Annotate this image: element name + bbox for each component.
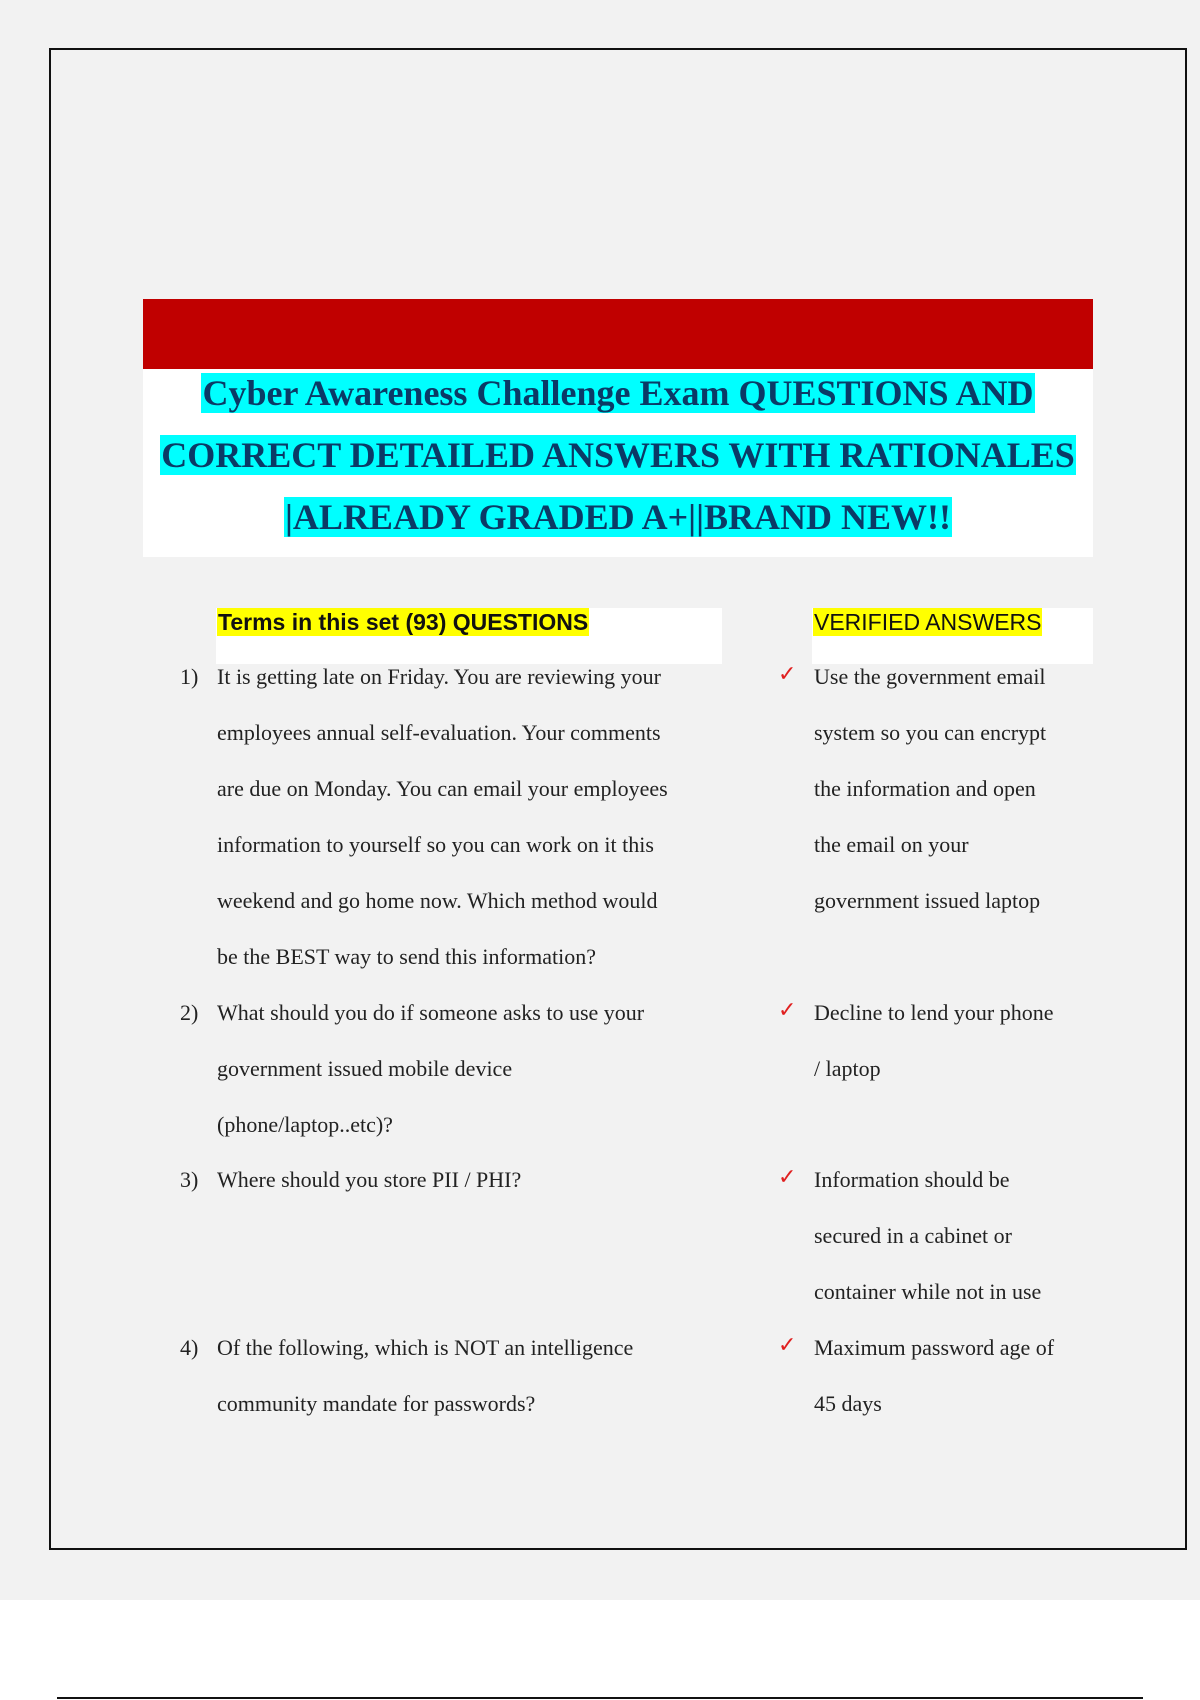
answer-text	[814, 649, 1099, 929]
question-line: be the BEST way to send this information?	[217, 944, 597, 969]
answer-line: the information and open	[814, 776, 1036, 801]
question-number: 2)	[180, 1000, 199, 1025]
answer-line: Information should be	[814, 1167, 1010, 1192]
question-text	[217, 1152, 737, 1208]
answer-line: system so you can encrypt	[814, 720, 1047, 745]
answer-line: Maximum password age of	[814, 1335, 1055, 1360]
question-line: are due on Monday. You can email your employees	[217, 776, 668, 801]
question-number: 4)	[180, 1335, 199, 1360]
answer-line: the email on your	[814, 832, 969, 857]
questions-heading: Terms in this set (93) QUESTIONS	[218, 609, 589, 635]
answer-text	[814, 1320, 1099, 1432]
title-line-1: Cyber Awareness Challenge Exam QUESTIONS AND	[202, 373, 1034, 413]
question-line: It is getting late on Friday. You are reviewing your	[217, 664, 661, 689]
question-number: 3)	[180, 1167, 199, 1192]
check-icon: ✓	[778, 998, 797, 1023]
title-line-2: CORRECT DETAILED ANSWERS WITH RATIONALES	[161, 435, 1075, 475]
title-banner-bar	[143, 299, 1093, 369]
answer-line: Use the government email	[814, 664, 1046, 689]
document-title	[143, 369, 1093, 557]
answer-line: secured in a cabinet or	[814, 1223, 1012, 1248]
question-line: Of the following, which is NOT an intelligence	[217, 1335, 634, 1360]
answer-line: government issued laptop	[814, 888, 1041, 913]
question-line: community mandate for passwords?	[217, 1391, 536, 1416]
question-line: information to yourself so you can work on it this	[217, 832, 654, 857]
question-line: government issued mobile device	[217, 1056, 513, 1081]
answer-line: 45 days	[814, 1391, 882, 1416]
question-line: weekend and go home now. Which method would	[217, 888, 658, 913]
check-icon: ✓	[778, 662, 797, 687]
answer-line: container while not in use	[814, 1279, 1042, 1304]
answer-text	[814, 1152, 1099, 1320]
question-line: (phone/laptop..etc)?	[217, 1112, 393, 1137]
question-text	[217, 985, 737, 1153]
check-icon: ✓	[778, 1333, 797, 1358]
answer-line: Decline to lend your phone	[814, 1000, 1054, 1025]
answer-line: / laptop	[814, 1056, 881, 1081]
question-text	[217, 1320, 737, 1432]
question-line: employees annual self-evaluation. Your comments	[217, 720, 661, 745]
next-page-border	[57, 1697, 1143, 1699]
title-line-3: |ALREADY GRADED A+||BRAND NEW!!	[285, 497, 951, 537]
answers-heading: VERIFIED ANSWERS	[814, 609, 1042, 635]
check-icon: ✓	[778, 1165, 797, 1190]
question-number: 1)	[180, 664, 199, 689]
answer-text	[814, 985, 1099, 1097]
question-text	[217, 649, 737, 985]
question-line: Where should you store PII / PHI?	[217, 1167, 522, 1192]
question-line: What should you do if someone asks to use your	[217, 1000, 645, 1025]
